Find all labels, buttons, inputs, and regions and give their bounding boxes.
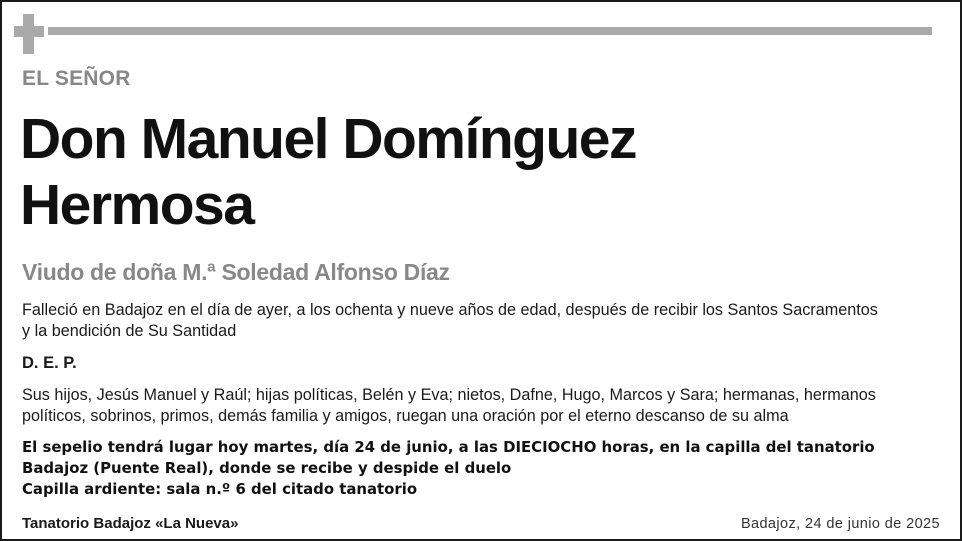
deceased-name-line-1: Don Manuel Domínguez [20,107,636,171]
funeral-line-1: El sepelio tendrá lugar hoy martes, día 24 de junio, a las DIECIOCHO horas, en la capilla del tanatorio [22,438,875,456]
death-notice-line-1: Falleció en Badajoz en el día de ayer, a los ochenta y nueve años de edad, después de recibir los Santos Sacramentos [22,301,878,319]
title-prefix: EL SEÑOR [22,67,131,90]
funeral-details-paragraph [22,437,875,500]
header-rule [48,27,932,35]
deceased-name [20,106,636,238]
widow-line: Viudo de doña M.ª Soledad Alfonso Díaz [22,259,450,285]
deceased-name-line-2: Hermosa [20,173,254,237]
family-line-1: Sus hijos, Jesús Manuel y Raúl; hijas políticas, Belén y Eva; nietos, Dafne, Hugo, Marcos y Sara; hermanas, hermanos [22,386,876,404]
rip-text: D. E. P. [22,354,77,372]
family-line-2: políticos, sobrinos, primos, demás familia y amigos, ruegan una oración por el eterno descanso de su alma [22,407,789,425]
cross-icon [14,14,44,54]
funeral-line-2: Badajoz (Puente Real), donde se recibe y despide el duelo [22,459,512,477]
funeral-home-name: Tanatorio Badajoz «La Nueva» [22,515,239,532]
death-notice-line-2: y la bendición de Su Santidad [22,322,237,340]
cross-horizontal-bar [14,26,44,37]
place-and-date: Badajoz, 24 de junio de 2025 [740,516,940,532]
death-notice-paragraph [22,300,878,342]
family-paragraph [22,385,876,427]
funeral-line-3: Capilla ardiente: sala n.º 6 del citado tanatorio [22,480,418,498]
